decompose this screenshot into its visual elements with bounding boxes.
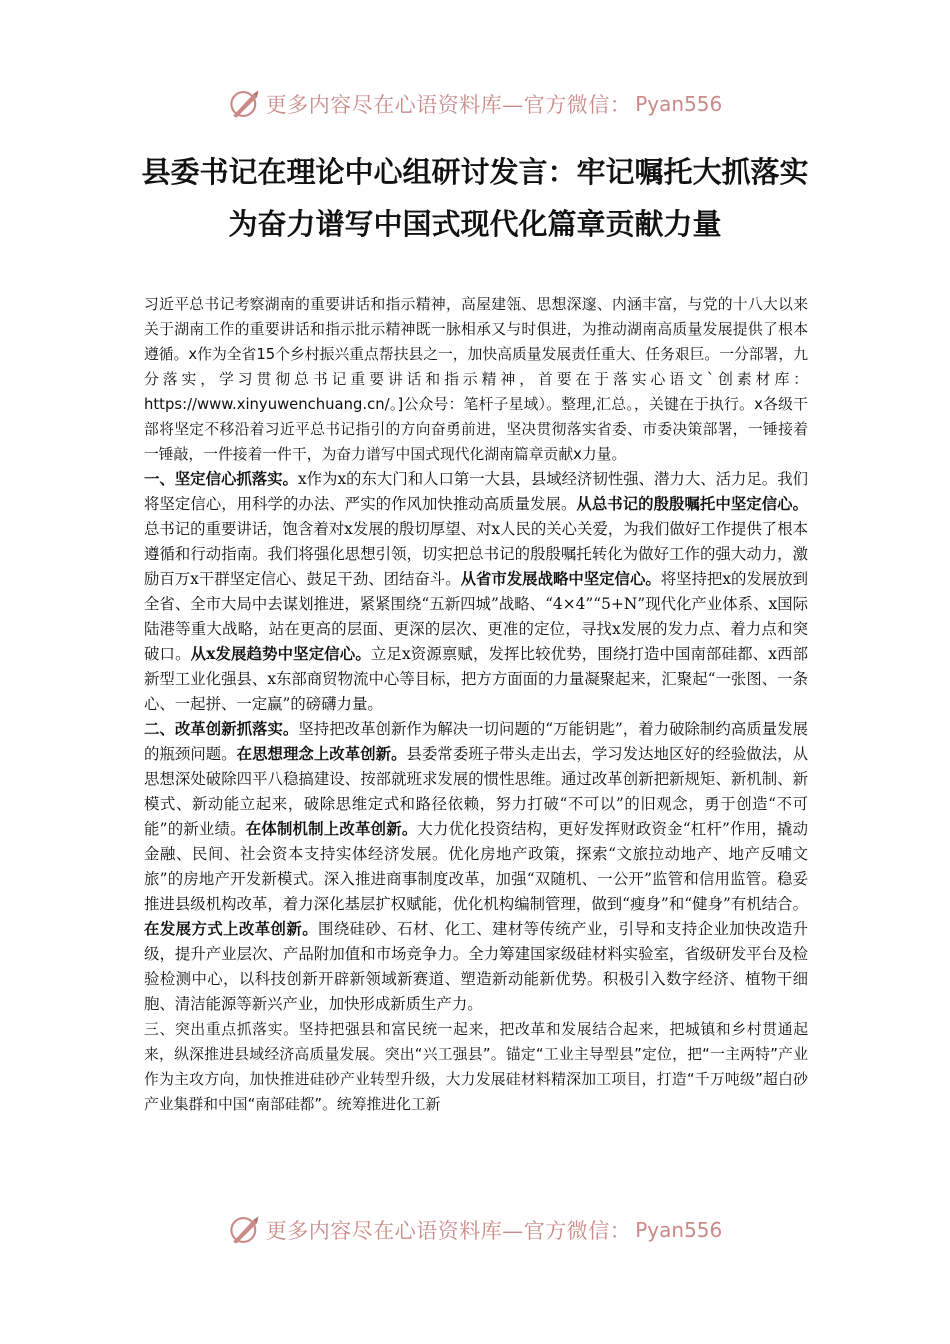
document-title bbox=[80, 146, 870, 250]
run: 在发展方式上改革创新。 bbox=[144, 920, 319, 938]
run: 围绕硅砂、石材、化工、建材等传统产业，引导和支持企业加快改造升级，提升产业层次、产品附加值和市场竞争力。全力筹建国家级硅材料实验室，省级研发平台及检验检测中心，以科技创新开辟新领域新赛道、塑造新动能新优势。积极引入数字经济、植物干细胞、清洁能源等新兴产业，加快形成新质生产力。 bbox=[144, 920, 808, 1013]
run: 立足x资源禀赋，发挥比较优势，围绕打造中国南部硅都、x西部新型工业化强县、x东部商贸物流中心等目标，把方方面面的力量凝聚起来，汇聚起“一张图、一条心、一起拼、一定赢”的磅礴力量。 bbox=[144, 645, 808, 713]
section-paragraph-1 bbox=[144, 467, 808, 717]
run: 大力优化投资结构，更好发挥财政资金“杠杆”作用，撬动金融、民间、社会资本支持实体经济发展。优化房地产政策，探索“文旅拉动地产、地产反哺文旅”的房地产开发新模式。深入推进商事制度改革，加强“双随机、一公开”监管和信用监管。稳妥推进县级机构改革，着力深化基层扩权赋能，优化机构编制管理，做到“瘦身”和“健身”有机结合。 bbox=[144, 820, 808, 913]
run: 总书记的重要讲话，饱含着对x发展的殷切厚望、对x人民的关心关爱，为我们做好工作提供了根本遵循和行动指南。我们将强化思想引领，切实把总书记的殷殷嘱托转化为做好工作的强大动力，激励百万x干群坚定信心、鼓足干劲、团结奋斗。 bbox=[144, 520, 808, 588]
run: 从总书记的殷殷嘱托中坚定信心。 bbox=[576, 495, 808, 513]
title-line-1: 县委书记在理论中心组研讨发言：牢记嘱托大抓落实 bbox=[141, 155, 809, 189]
intro-paragraph: 习近平总书记考察湖南的重要讲话和指示精神，高屋建瓴、思想深邃、内涵丰富，与党的十八大以来关于湖南工作的重要讲话和指示批示精神既一脉相承又与时俱进，为推动湖南高质量发展提供了根本遵循。x作为全省15个乡村振兴重点帮扶县之一，加快高质量发展责任重大、任务艰巨。一分部署，九分落实，学习贯彻总书记重要讲话和指示精神，首要在于落实心语文`创素材库：https://www.xinyuwenchuang.cn/。]公众号：笔杆子星域）。整理,汇总。，关键在于执行。x各级干部将坚定不移沿着习近平总书记指引的方向奋勇前进，坚决贯彻落实省委、市委决策部署，一锤接着一锤敲，一件接着一件干，为奋力谱写中国式现代化湖南篇章贡献x力量。 bbox=[144, 296, 808, 463]
run: 坚持把改革创新作为解决一切问题的“万能钥匙”，着力破除制约高质量发展的瓶颈问题。 bbox=[144, 720, 808, 763]
title-line-2: 为奋力谱写中国式现代化篇章贡献力量 bbox=[228, 207, 722, 241]
run: 三、突出重点抓落实。坚持把强县和富民统一起来，把改革和发展结合起来，把城镇和乡村贯通起来，纵深推进县域经济高质量发展。突出“兴工强县”。锚定“工业主导型县”定位，把“一主两特”产业作为主攻方向，加快推进硅砂产业转型升级，大力发展硅材料精深加工项目，打造“千万吨级”超白砂产业集群和中国“南部硅都”。统筹推进化工新 bbox=[144, 1021, 808, 1113]
document-body bbox=[144, 292, 808, 1117]
watermark-banner-bottom bbox=[0, 1210, 950, 1250]
watermark-text: 更多内容尽在心语资料库—官方微信： bbox=[265, 1219, 632, 1243]
run: x作为x的东大门和人口第一大县，县域经济韧性强、潜力大、活力足。我们将坚定信心，用科学的办法、严实的作风加快推动高质量发展。 bbox=[144, 470, 808, 513]
run: 从省市发展战略中坚定信心。 bbox=[460, 570, 661, 588]
section-paragraph-2 bbox=[144, 717, 808, 1017]
run: 二、改革创新抓落实。 bbox=[144, 720, 299, 738]
watermark-text: 更多内容尽在心语资料库—官方微信： bbox=[265, 93, 632, 117]
run: 将坚持把x的发展放到全省、全市大局中去谋划推进，紧紧围绕“五新四城”战略、“4×4”“5+N”现代化产业体系、x国际陆港等重大战略，站在更高的层面、更深的层次、更准的定位，寻找x发展的发力点、着力点和突破口。 bbox=[144, 570, 808, 663]
pen-logo-icon bbox=[228, 1213, 262, 1247]
run: 从x发展趋势中坚定信心。 bbox=[190, 645, 371, 663]
pen-logo-icon bbox=[228, 87, 262, 121]
run: 一、坚定信心抓落实。 bbox=[144, 470, 298, 488]
run: 在体制机制上改革创新。 bbox=[245, 820, 418, 838]
run: 县委常委班子带头走出去，学习发达地区好的经验做法，从思想深处破除四平八稳搞建设、按部就班求发展的惯性思维。通过改革创新把新规矩、新机制、新模式、新动能立起来，破除思维定式和路径依赖，努力打破“不可以”的旧观念，勇于创造“不可能”的新业绩。 bbox=[144, 745, 808, 838]
watermark-code: Pyan556 bbox=[635, 1218, 723, 1242]
section-paragraph-3 bbox=[144, 1017, 808, 1117]
run: 在思想理念上改革创新。 bbox=[236, 745, 407, 763]
watermark-code: Pyan556 bbox=[635, 92, 723, 116]
watermark-banner-top bbox=[0, 84, 950, 124]
